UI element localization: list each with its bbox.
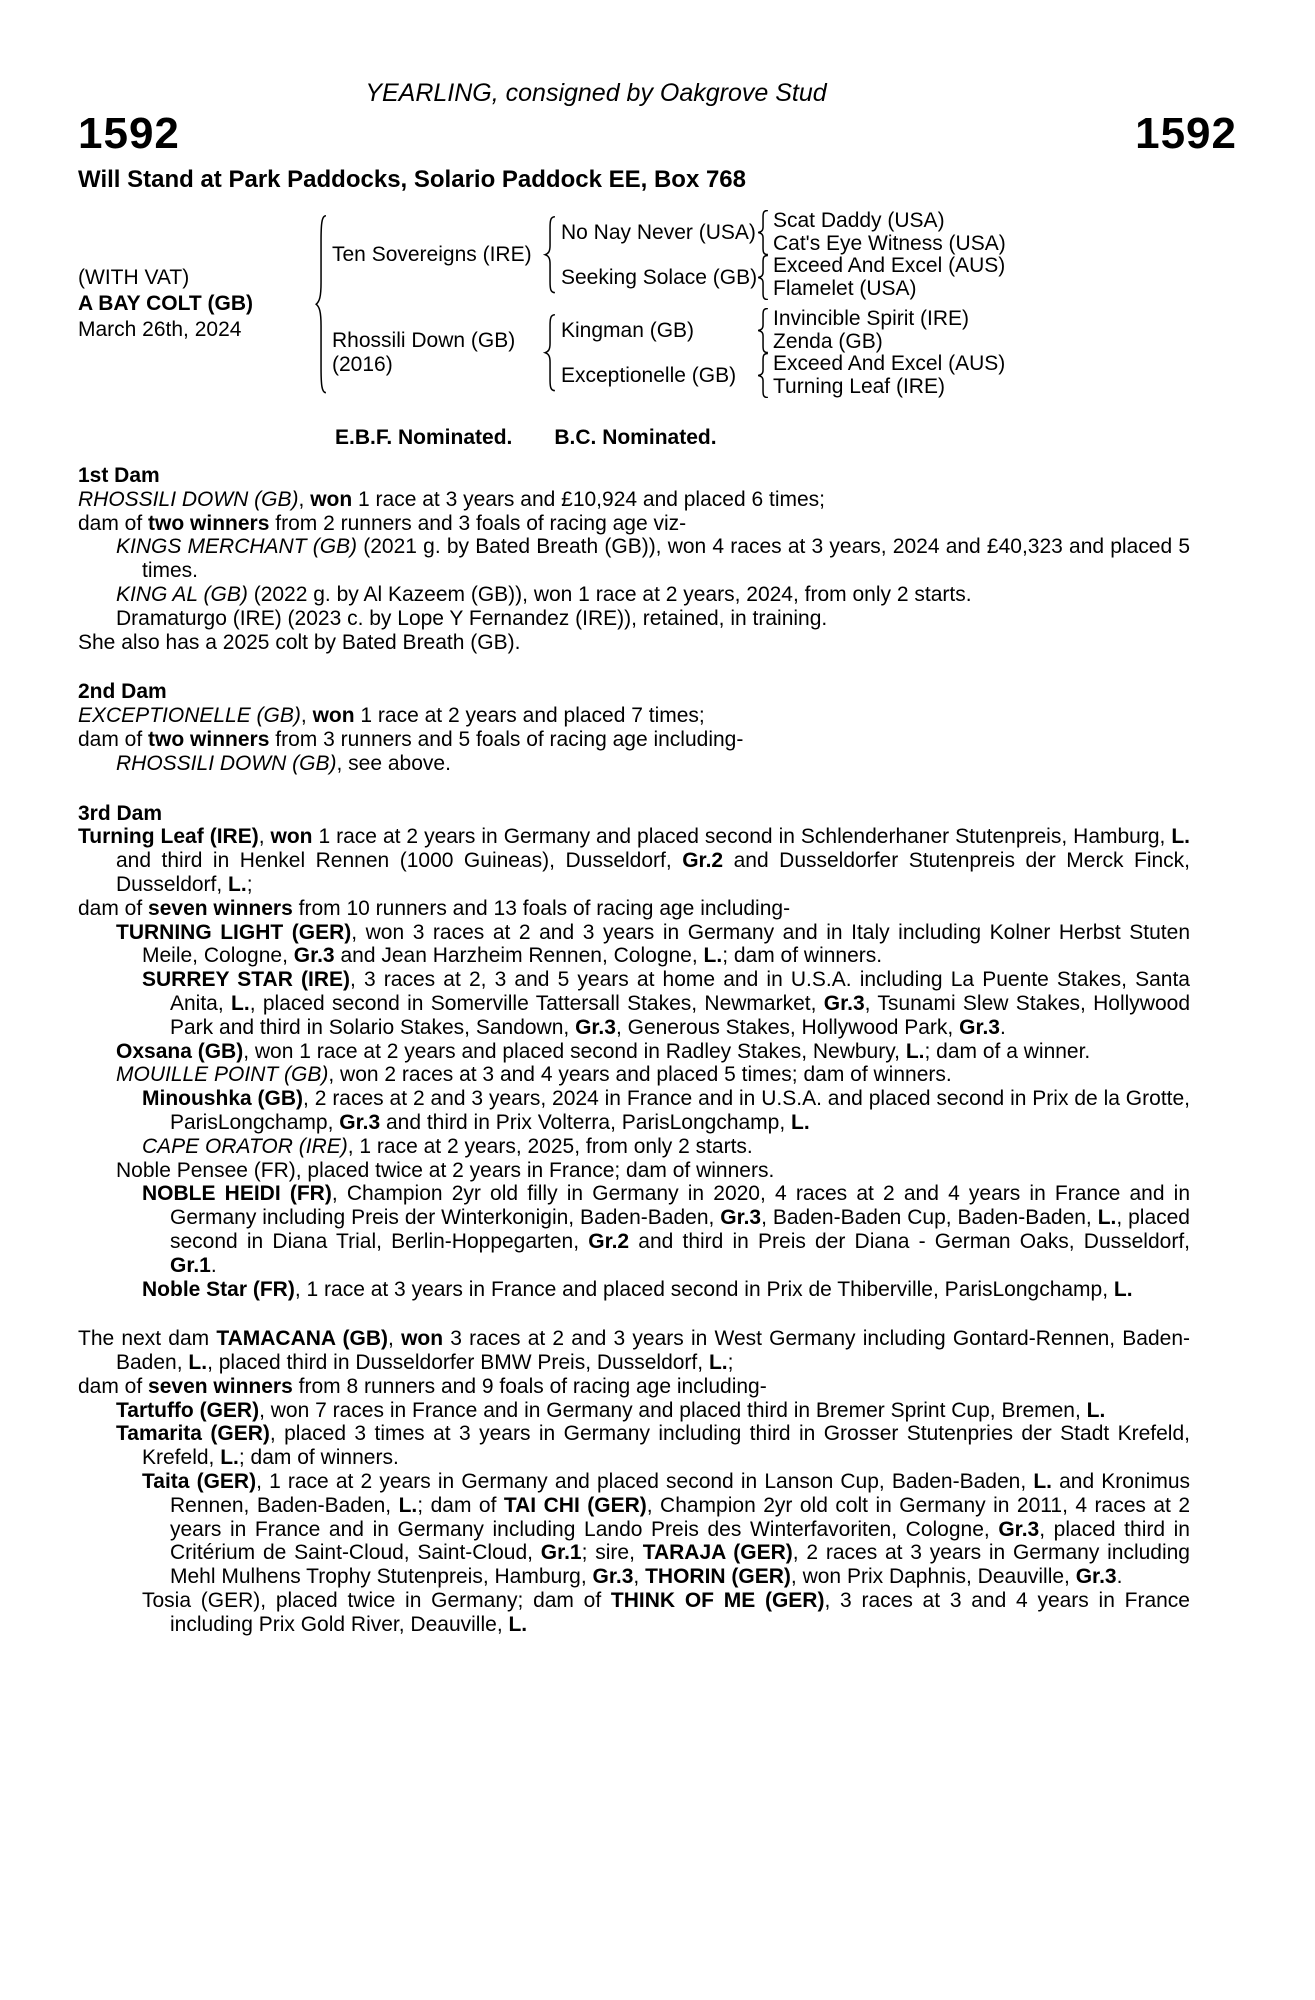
text-run: Gr.3 [592, 1565, 634, 1589]
text-run: KING AL (GB) [116, 582, 248, 606]
text-run: , 1 race at 2 years, 2025, from only 2 starts. [347, 1134, 753, 1158]
text-run: ; dam of winners. [238, 1446, 399, 1470]
text-run: ; dam of [417, 1493, 504, 1517]
pedigree-paragraph [78, 1087, 1190, 1135]
section-heading: 2nd Dam [78, 680, 167, 704]
text-run: from 8 runners and 9 foals of racing age including- [292, 1374, 767, 1398]
text-run: won [270, 825, 313, 849]
text-run: L. [228, 872, 247, 896]
text-run: Gr.1 [540, 1541, 582, 1565]
pedigree-paragraph [78, 1422, 1190, 1470]
text-run: , 3 races at 2, 3 and 5 years at home and in U.S.A. including La Puente Stakes, Santa Anita, [170, 968, 1190, 1015]
text-run: L. [188, 1351, 208, 1375]
text-run: , won 2 races at 3 and 4 years and placed 5 times; dam of winners. [328, 1063, 952, 1087]
text-run: , [633, 1565, 646, 1589]
vat-note: (WITH VAT) [78, 266, 190, 289]
text-run: Gr.3 [339, 1110, 381, 1134]
text-run: L. [708, 1351, 728, 1375]
text-run: dam of [78, 896, 149, 920]
text-run: ; dam of a winner. [924, 1039, 1091, 1063]
pedigree-tree [78, 210, 1237, 398]
text-run: L. [1113, 1277, 1133, 1301]
foal-date: March 26th, 2024 [78, 318, 242, 341]
sire-name: Ten Sovereigns (IRE) [332, 243, 532, 267]
lot-number-right: 1592 [1135, 109, 1237, 158]
text-run: from 2 runners and 3 foals of racing age viz- [269, 511, 687, 535]
text-run: L. [1171, 825, 1190, 849]
brace-icon [751, 308, 773, 353]
horse-name: A BAY COLT (GB) [78, 292, 254, 315]
dam-section [78, 802, 1190, 1302]
text-run: Gr.3 [823, 991, 865, 1015]
text-run: TAMACANA (GB) [216, 1327, 389, 1351]
ebf-nominated-label: E.B.F. Nominated. [335, 426, 513, 449]
text-run: Dramaturgo (IRE) (2023 c. by Lope Y Fernandez (IRE)), retained, in training. [116, 606, 828, 630]
text-run: , won 7 races in France and in Germany and placed third in Bremer Sprint Cup, Bremen, [259, 1398, 1087, 1422]
text-run: and Dusseldorfer Stutenpreis der Merck Finck, Dusseldorf, [116, 849, 1190, 896]
text-run: , 1 race at 2 years in Germany and placed second in Lanson Cup, Baden-Baden, [256, 1470, 1034, 1494]
pedigree-paragraph [78, 728, 1190, 752]
dam-section [78, 464, 1190, 654]
brace-icon [751, 210, 773, 255]
lot-number-left: 1592 [78, 109, 180, 158]
granddam-name: Seeking Solace (GB) [561, 265, 758, 289]
text-run: Gr.2 [682, 849, 724, 873]
text-run: , 1 race at 3 years in France and placed second in Prix de Thiberville, ParisLongchamp, [294, 1277, 1114, 1301]
text-run: EXCEPTIONELLE (GB) [78, 704, 301, 728]
text-run: , [388, 1327, 402, 1351]
text-run: , 2 races at 2 and 3 years, 2024 in France and in U.S.A. and placed second in Prix de la Grotte, ParisLongchamp, [170, 1087, 1190, 1134]
text-run: won [312, 704, 355, 728]
text-run: MOUILLE POINT (GB) [116, 1063, 329, 1087]
text-run: and third in Preis der Diana - German Oaks, Dusseldorf, [629, 1229, 1190, 1253]
pedigree-paragraph [78, 752, 1190, 776]
text-run: dam of [78, 727, 149, 751]
great-grandparent-name: Exceed And Excel (AUS) [773, 254, 1006, 278]
text-run: . [210, 1253, 217, 1277]
text-run: KINGS MERCHANT (GB) [116, 535, 358, 559]
text-run: L. [791, 1110, 810, 1134]
pedigree-paragraph [78, 535, 1190, 583]
text-run: , [298, 487, 311, 511]
great-grandparent-name: Turning Leaf (IRE) [773, 374, 945, 398]
pedigree-paragraph [78, 1040, 1190, 1064]
text-run: She also has a 2025 colt by Bated Breath (GB). [78, 630, 521, 654]
text-run: (2021 g. by Bated Breath (GB)), won 4 races at 3 years, 2024 and £40,323 and placed 5 times. [142, 535, 1191, 583]
text-run: and third in Henkel Rennen (1000 Guineas), Dusseldorf, [116, 849, 683, 873]
text-run: Tosia (GER), placed twice in Germany; dam of [142, 1589, 611, 1613]
pedigree-paragraph [78, 1159, 1190, 1183]
text-run: (2022 g. by Al Kazeem (GB)), won 1 race at 2 years, 2024, from only 2 starts. [247, 582, 972, 606]
text-run: TAI CHI (GER) [503, 1493, 647, 1517]
pedigree-paragraph [78, 1375, 1190, 1399]
brace-icon [308, 210, 332, 398]
text-run: Noble Star (FR) [142, 1277, 295, 1301]
great-grandparent-name: Zenda (GB) [773, 329, 883, 353]
text-run: from 3 runners and 5 foals of racing age including- [269, 727, 744, 751]
brace-icon [751, 255, 773, 300]
text-run: L. [703, 944, 723, 968]
dam-section [78, 1327, 1190, 1636]
text-run: , Champion 2yr old colt in Germany in 2011, 4 races at 2 years in France and in Germany including Lando Preis des Winterfavoriten, Cologne, [170, 1493, 1190, 1541]
subject-horse-block [78, 265, 308, 343]
text-run: ; dam of winners. [722, 944, 883, 968]
text-run: THINK OF ME (GER) [610, 1589, 825, 1613]
text-run: seven winners [148, 1374, 293, 1398]
text-run: ; [727, 1351, 734, 1375]
text-run: Gr.3 [293, 944, 335, 968]
great-grandparent-name: Scat Daddy (USA) [773, 209, 945, 233]
granddam-name: Exceptionelle (GB) [561, 363, 737, 387]
text-run: from 10 runners and 13 foals of racing age including- [292, 896, 791, 920]
bc-nominated-label: B.C. Nominated. [554, 426, 717, 449]
text-run: The next dam [78, 1327, 217, 1351]
great-grandparent-name: Cat's Eye Witness (USA) [773, 231, 1006, 255]
text-run: L. [508, 1612, 528, 1636]
text-run: Gr.3 [720, 1206, 762, 1230]
text-run: , see above. [336, 751, 451, 775]
text-run: won [401, 1327, 444, 1351]
lot-number-row [78, 109, 1237, 158]
pedigree-paragraph [78, 825, 1190, 896]
text-run: L. [1086, 1398, 1106, 1422]
pedigree-paragraph [78, 1135, 1190, 1159]
text-run: , 2 races at 3 years in Germany including Mehl Mulhens Trophy Stutenpreis, Hamburg, [170, 1541, 1190, 1589]
text-run: , won 3 races at 2 and 3 years in Germany and in Italy including Kolner Herbst Stuten Meile, Cologne, [142, 920, 1190, 968]
text-run: L. [220, 1446, 239, 1470]
text-run: Gr.2 [588, 1229, 630, 1253]
text-run: Gr.3 [575, 1015, 616, 1039]
text-run: Minoushka (GB) [142, 1087, 304, 1111]
text-run: Tartuffo (GER) [116, 1398, 260, 1422]
pedigree-paragraph [78, 1182, 1190, 1277]
text-run: seven winners [148, 896, 293, 920]
text-run: ; [246, 872, 253, 896]
text-run: Taita (GER) [142, 1470, 257, 1494]
pedigree-text [78, 464, 1190, 1637]
text-run: and Jean Harzheim Rennen, Cologne, [334, 944, 704, 968]
pedigree-paragraph [78, 968, 1190, 1039]
pedigree-paragraph [78, 1399, 1190, 1423]
pedigree-paragraph [78, 1278, 1190, 1302]
text-run: L. [398, 1493, 418, 1517]
pedigree-paragraph [78, 1327, 1190, 1375]
text-run: CAPE ORATOR (IRE) [142, 1134, 348, 1158]
text-run: RHOSSILI DOWN (GB) [116, 751, 337, 775]
text-run: Gr.3 [959, 1015, 1000, 1039]
text-run: dam of [78, 511, 149, 535]
text-run: won [310, 487, 353, 511]
text-run: L. [905, 1039, 925, 1063]
pedigree-paragraph [78, 921, 1190, 969]
text-run: 1 race at 2 years and placed 7 times; [354, 704, 705, 728]
text-run: , Baden-Baden Cup, Baden-Baden, [761, 1206, 1098, 1230]
text-run: THORIN (GER) [645, 1565, 791, 1589]
pedigree-paragraph [78, 897, 1190, 921]
text-run: two winners [148, 727, 270, 751]
nominations-line [335, 426, 1315, 450]
pedigree-paragraph [78, 488, 1190, 512]
pedigree-paragraph [78, 631, 1190, 655]
text-run: 3 races at 2 and 3 years in West Germany including Gontard-Rennen, Baden-Baden, [116, 1327, 1191, 1375]
text-run: . [999, 1015, 1006, 1039]
text-run: Oxsana (GB) [116, 1039, 244, 1063]
text-run: TURNING LIGHT (GER) [116, 920, 352, 944]
text-run: TARAJA (GER) [642, 1541, 793, 1565]
text-run: L. [1033, 1470, 1052, 1494]
pedigree-paragraph [78, 583, 1190, 607]
text-run: dam of [78, 1374, 149, 1398]
text-run: , Tsunami Slew Stakes, Hollywood Park and third in Solario Stakes, Sandown, [170, 991, 1190, 1039]
pedigree-paragraph [78, 1470, 1190, 1589]
text-run: . [1116, 1565, 1123, 1589]
brace-icon [751, 353, 773, 398]
text-run: , Champion 2yr old filly in Germany in 2020, 4 races at 2 and 4 years in France and in Germany including Preis der Winterkonigin, Baden-Baden, [170, 1182, 1191, 1230]
pedigree-paragraph [78, 704, 1190, 728]
grandsire-name: Kingman (GB) [561, 318, 695, 342]
text-run: RHOSSILI DOWN (GB) [78, 487, 299, 511]
text-run: Turning Leaf (IRE) [78, 825, 259, 849]
section-heading: 1st Dam [78, 464, 160, 487]
text-run: Gr.1 [170, 1253, 211, 1277]
text-run: and Kronimus Rennen, Baden-Baden, [170, 1470, 1190, 1517]
text-run: 1 race at 2 years in Germany and placed second in Schlenderhaner Stutenpreis, Hamburg, [312, 825, 1172, 849]
consignor-line: YEARLING, consigned by Oakgrove Stud [365, 79, 827, 107]
stand-location-line: Will Stand at Park Paddocks, Solario Paddock EE, Box 768 [78, 166, 747, 193]
dam-year: (2016) [332, 353, 393, 376]
pedigree-paragraph [78, 1063, 1190, 1087]
text-run: , won 1 race at 2 years and placed second in Radley Stakes, Newbury, [243, 1039, 906, 1063]
great-grandparent-name: Flamelet (USA) [773, 276, 917, 300]
text-run: L. [1097, 1206, 1117, 1230]
dam-name-block [332, 329, 537, 377]
brace-icon [537, 210, 561, 300]
text-run: SURREY STAR (IRE) [142, 968, 351, 992]
text-run: ; sire, [581, 1541, 643, 1565]
great-grandparent-name: Invincible Spirit (IRE) [773, 307, 970, 331]
text-run: Noble Pensee (FR), placed twice at 2 years in France; dam of winners. [116, 1158, 775, 1182]
text-run: , won Prix Daphnis, Deauville, [790, 1565, 1076, 1589]
pedigree-paragraph [78, 512, 1190, 536]
text-run: , placed third in Dusseldorfer BMW Preis, Dusseldorf, [207, 1351, 709, 1375]
pedigree-paragraph [78, 1589, 1190, 1637]
text-run: L. [231, 991, 250, 1015]
text-run: Tamarita (GER) [116, 1422, 270, 1446]
text-run: Gr.3 [1075, 1565, 1117, 1589]
text-run: , Generous Stakes, Hollywood Park, [615, 1015, 960, 1039]
text-run: , [258, 825, 271, 849]
text-run: , placed second in Somerville Tattersall Stakes, Newmarket, [249, 991, 824, 1015]
text-run: , placed 3 times at 3 years in Germany including third in Grosser Stutenpries der Stadt Krefeld, Krefeld, [142, 1422, 1190, 1470]
dam-name: Rhossili Down (GB) [332, 329, 516, 352]
text-run: , [300, 704, 313, 728]
great-grandparent-name: Exceed And Excel (AUS) [773, 352, 1006, 376]
text-run: two winners [148, 511, 270, 535]
text-run: and third in Prix Volterra, ParisLongchamp, [380, 1110, 792, 1134]
text-run: , placed second in Diana Trial, Berlin-Hoppegarten, [170, 1206, 1190, 1253]
text-run: NOBLE HEIDI (FR) [142, 1182, 332, 1206]
pedigree-paragraph [78, 607, 1190, 631]
text-run: 1 race at 3 years and £10,924 and placed 6 times; [352, 487, 825, 511]
text-run: , placed third in Critérium de Saint-Cloud, Saint-Cloud, [170, 1517, 1190, 1565]
text-run: Gr.3 [998, 1517, 1040, 1541]
dam-section [78, 680, 1190, 775]
text-run: , 3 races at 3 and 4 years in France including Prix Gold River, Deauville, [170, 1589, 1190, 1636]
brace-icon [537, 308, 561, 398]
grandsire-name: No Nay Never (USA) [561, 220, 756, 244]
section-heading: 3rd Dam [78, 801, 163, 825]
